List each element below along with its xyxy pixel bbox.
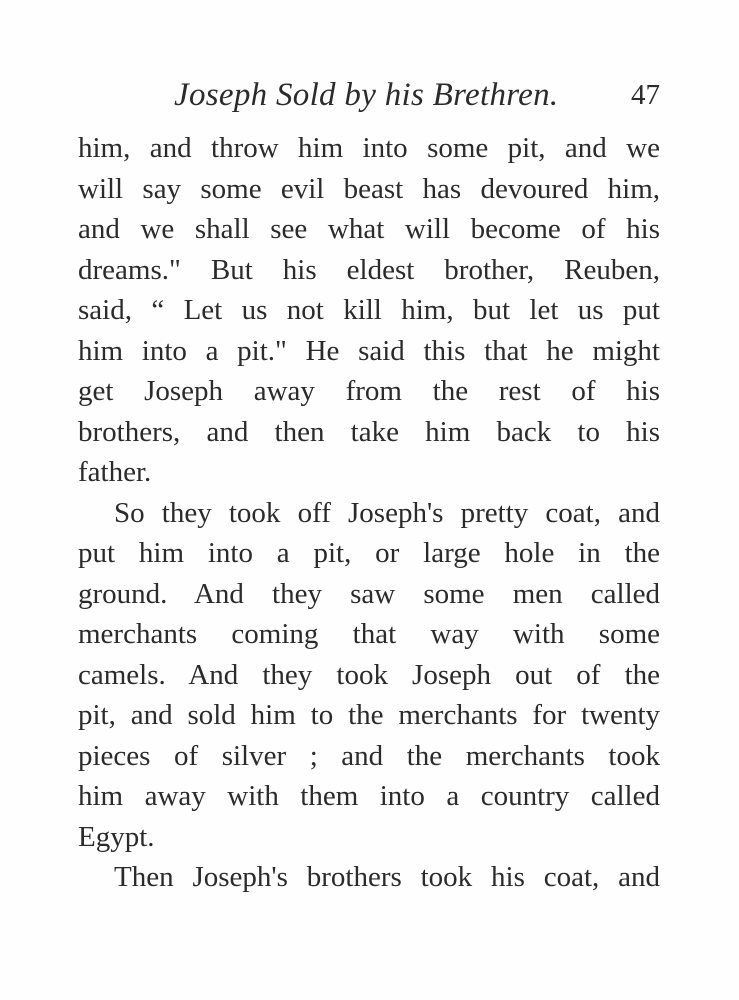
body-text [78, 128, 660, 898]
text-line: Egypt. [78, 820, 155, 853]
text-line: get Joseph away from the rest of his [78, 375, 660, 407]
text-line: him, and throw him into some pit, and we [78, 132, 660, 164]
text-line: him away with them into a country called [78, 780, 660, 812]
text-line: merchants coming that way with some [78, 618, 660, 650]
text-line: pit, and sold him to the merchants for twenty [78, 699, 660, 731]
page-number: 47 [631, 79, 660, 111]
text-line: him into a pit." He said this that he might [78, 334, 660, 367]
text-line: So they took off Joseph's pretty coat, and [114, 496, 660, 529]
text-line: ground. And they saw some men called [78, 577, 660, 610]
text-line: camels. And they took Joseph out of the [78, 658, 660, 691]
page-header [78, 70, 660, 120]
text-line: Then Joseph's brothers took his coat, and [114, 861, 660, 893]
text-line: pieces of silver ; and the merchants took [78, 739, 660, 772]
text-line: and we shall see what will become of his [78, 213, 660, 245]
running-title: Joseph Sold by his Brethren. [174, 77, 559, 113]
text-line: father. [78, 456, 152, 488]
text-line: dreams." But his eldest brother, Reuben, [78, 253, 660, 286]
text-line: said, “ Let us not kill him, but let us put [78, 294, 660, 326]
text-line: will say some evil beast has devoured him, [78, 172, 660, 205]
text-line: brothers, and then take him back to his [78, 415, 660, 448]
text-line: put him into a pit, or large hole in the [78, 537, 660, 569]
